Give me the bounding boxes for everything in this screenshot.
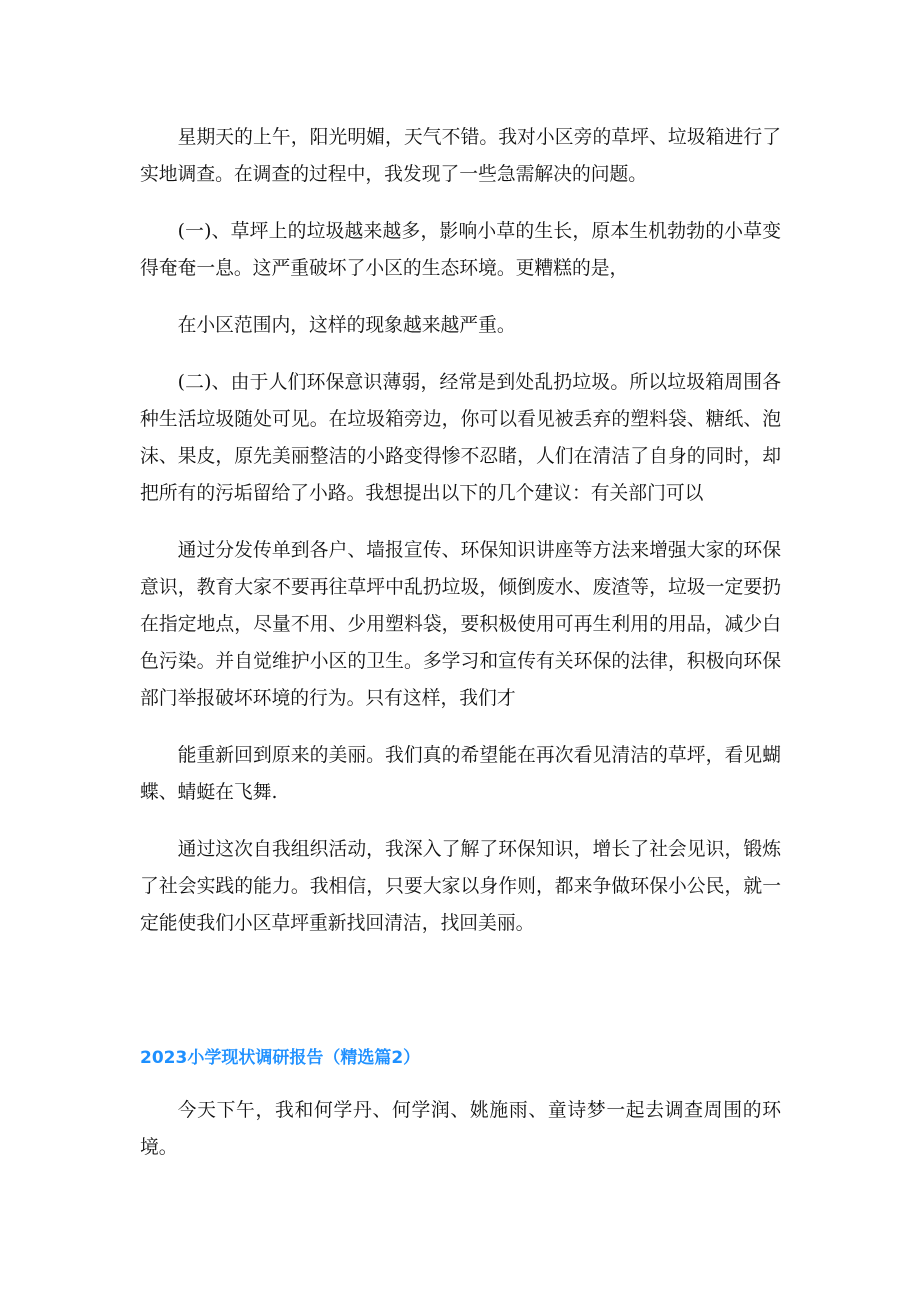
paragraph-issue-one-continued: 在小区范围内，这样的现象越来越严重。 <box>177 315 516 336</box>
paragraph-issue-two: (二)、由于人们环保意识薄弱，经常是到处乱扔垃圾。所以垃圾箱周围各种生活垃圾随处可见。在垃圾箱旁边，你可以看见被丢弃的塑料袋、糖纸、泡沫、果皮，原先美丽整洁的小路变得惨不忍睹，人们在清洁了自身的同时，却把所有的污垢留给了小路。我想提出以下的几个建议：有关部门可以 <box>140 372 781 504</box>
paragraph-section-two-intro: 今天下午，我和何学丹、何学润、姚施雨、童诗梦一起去调查周围的环境。 <box>140 1100 781 1158</box>
section-heading: 2023小学现状调研报告（精选篇2） <box>140 1048 421 1068</box>
paragraph-conclusion: 通过这次自我组织活动，我深入了解了环保知识，增长了社会见识，锻炼了社会实践的能力。我相信，只要大家以身作则，都来争做环保小公民，就一定能使我们小区草坪重新找回清洁，找回美丽。 <box>140 839 781 934</box>
paragraph-intro: 星期天的上午，阳光明媚，天气不错。我对小区旁的草坪、垃圾箱进行了实地调查。在调查的过程中，我发现了一些急需解决的问题。 <box>140 127 781 185</box>
paragraph-hope: 能重新回到原来的美丽。我们真的希望能在再次看见清洁的草坪，看见蝴蝶、蜻蜓在飞舞. <box>140 745 781 803</box>
paragraph-suggestions: 通过分发传单到各户、墙报宣传、环保知识讲座等方法来增强大家的环保意识，教育大家不要再往草坪中乱扔垃圾，倾倒废水、废渣等，垃圾一定要扔在指定地点，尽量不用、少用塑料袋，要积极使用可再生利用的用品，减少白色污染。并自觉维护小区的卫生。多学习和宣传有关环保的法律，积极向环保部门举报破坏环境的行为。只有这样，我们才 <box>140 540 781 709</box>
paragraph-issue-one: (一)、草坪上的垃圾越来越多，影响小草的生长，原本生机勃勃的小草变得奄奄一息。这严重破坏了小区的生态环境。更糟糕的是， <box>140 221 781 279</box>
document-page <box>140 119 781 1166</box>
